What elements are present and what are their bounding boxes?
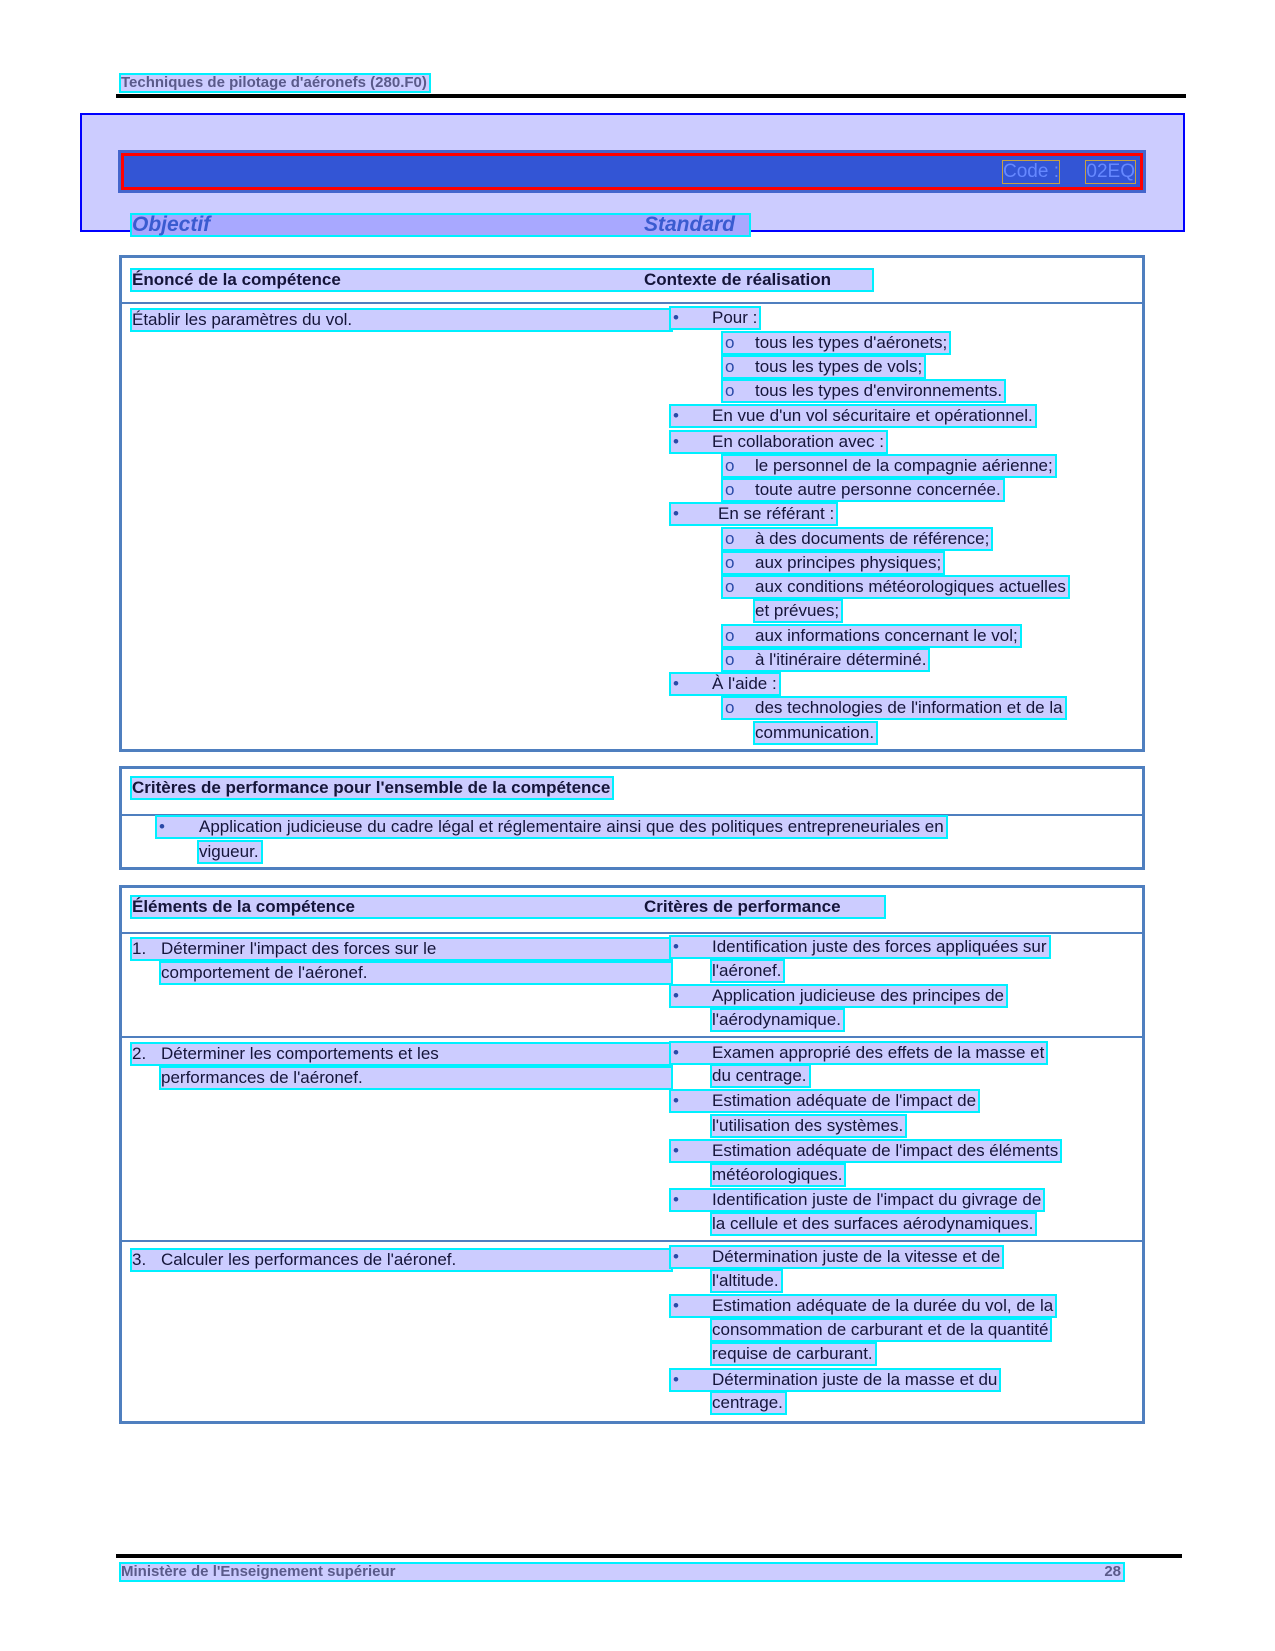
circle-bullet-icon: o: [725, 626, 735, 645]
bullet-icon: •: [673, 406, 679, 425]
criterion-item: • Estimation adéquate de la durée du vol, de la: [669, 1294, 1057, 1318]
context-subitem: o tous les types de vols;: [721, 355, 926, 379]
table3-header-row: [130, 895, 886, 919]
circle-bullet-icon: o: [725, 577, 735, 596]
element-continuation: comportement de l'aéronef.: [159, 961, 673, 985]
footer-rule: [116, 1554, 1182, 1558]
criterion-continuation: l'altitude.: [710, 1269, 783, 1293]
code-value: 02EQ: [1086, 161, 1135, 182]
criterion-continuation: consommation de carburant et de la quantité: [710, 1318, 1052, 1342]
global-criteria-item: • Application judicieuse du cadre légal et réglementaire ainsi que des politiques entrepreneuriales en: [155, 815, 948, 839]
bullet-icon: •: [673, 308, 679, 327]
context-item: • En vue d'un vol sécuritaire et opérationnel.: [669, 404, 1037, 428]
context-subitem: o aux informations concernant le vol;: [721, 624, 1022, 648]
context-subitem: o à des documents de référence;: [721, 527, 993, 551]
standard-label: Standard: [644, 213, 736, 236]
bullet-icon: •: [673, 1370, 679, 1389]
criterion-item: • Détermination juste de la masse et du: [669, 1368, 1001, 1392]
bullet-icon: •: [673, 1296, 679, 1315]
document-header-title: Techniques de pilotage d'aéronefs (280.F0): [119, 73, 431, 93]
context-subitem: o le personnel de la compagnie aérienne;: [721, 454, 1057, 478]
bullet-icon: •: [673, 1190, 679, 1209]
circle-bullet-icon: o: [725, 456, 735, 475]
enonce-text: Établir les paramètres du vol.: [130, 308, 673, 332]
bullet-icon: •: [673, 432, 679, 451]
context-subitem: o tous les types d'aéronets;: [721, 331, 951, 355]
circle-bullet-icon: o: [725, 357, 735, 376]
context-item: • À l'aide :: [669, 672, 781, 696]
context-item: • En se référant :: [669, 502, 838, 526]
footer-ministry: Ministère de l'Enseignement supérieur: [121, 1563, 396, 1580]
circle-bullet-icon: o: [725, 381, 735, 400]
circle-bullet-icon: o: [725, 650, 735, 669]
bullet-icon: •: [673, 937, 679, 956]
bullet-icon: •: [673, 674, 679, 693]
circle-bullet-icon: o: [725, 698, 735, 717]
element-3: 3. Calculer les performances de l'aéronef.: [130, 1248, 673, 1272]
page-number: 28: [1104, 1563, 1121, 1580]
context-subitem: o tous les types d'environnements.: [721, 379, 1006, 403]
circle-bullet-icon: o: [725, 529, 735, 548]
element-1: 1. Déterminer l'impact des forces sur le: [130, 937, 673, 961]
criterion-item: • Estimation adéquate de l'impact des éléments: [669, 1139, 1062, 1163]
table1-header-row: [130, 268, 874, 292]
context-subitem: o aux principes physiques;: [721, 551, 945, 575]
criteria-header: Critères de performance: [644, 897, 841, 916]
bullet-icon: •: [673, 504, 679, 523]
circle-bullet-icon: o: [725, 333, 735, 352]
code-bar: [118, 150, 1146, 193]
context-continuation: et prévues;: [753, 599, 843, 623]
footer: [119, 1562, 1125, 1582]
criterion-item: • Identification juste des forces appliquées sur: [669, 935, 1051, 959]
element-2: 2. Déterminer les comportements et les: [130, 1042, 673, 1066]
context-subitem: o aux conditions météorologiques actuelles: [721, 575, 1070, 599]
criterion-continuation: l'aéronef.: [710, 959, 785, 983]
criterion-item: • Identification juste de l'impact du givrage de: [669, 1188, 1045, 1212]
bullet-icon: •: [673, 1091, 679, 1110]
context-subitem: o à l'itinéraire déterminé.: [721, 648, 930, 672]
bullet-icon: •: [159, 817, 165, 836]
global-criteria-continuation: vigueur.: [197, 840, 263, 864]
element-continuation: performances de l'aéronef.: [159, 1066, 673, 1090]
objectif-standard-row: [130, 213, 751, 237]
criterion-continuation: la cellule et des surfaces aérodynamiques.: [710, 1212, 1037, 1236]
context-subitem: o toute autre personne concernée.: [721, 478, 1005, 502]
context-continuation: communication.: [753, 721, 878, 745]
bullet-icon: •: [673, 1247, 679, 1266]
bullet-icon: •: [673, 1141, 679, 1160]
code-label: Code :: [1003, 161, 1059, 182]
header-rule: [116, 94, 1186, 98]
criterion-continuation: l'utilisation des systèmes.: [710, 1114, 907, 1138]
criterion-continuation: l'aérodynamique.: [710, 1008, 845, 1032]
criterion-item: • Examen approprié des effets de la masse et: [669, 1041, 1048, 1065]
context-item: • Pour :: [669, 306, 761, 330]
context-item: • En collaboration avec :: [669, 430, 888, 454]
elements-header: Éléments de la compétence: [132, 897, 355, 916]
table-divider: [122, 302, 1142, 304]
enonce-header: Énoncé de la compétence: [132, 270, 341, 289]
criterion-item: • Application judicieuse des principes de: [669, 984, 1008, 1008]
criterion-item: • Estimation adéquate de l'impact de: [669, 1089, 980, 1113]
circle-bullet-icon: o: [725, 553, 735, 572]
criterion-item: • Détermination juste de la vitesse et de: [669, 1245, 1004, 1269]
bullet-icon: •: [673, 1043, 679, 1062]
bullet-icon: •: [673, 986, 679, 1005]
circle-bullet-icon: o: [725, 480, 735, 499]
table-divider: [122, 932, 1142, 934]
row-divider: [122, 1240, 1142, 1242]
criterion-continuation: centrage.: [710, 1391, 787, 1415]
criterion-continuation: météorologiques.: [710, 1163, 846, 1187]
objectif-label: Objectif: [132, 213, 211, 236]
contexte-header: Contexte de réalisation: [644, 270, 832, 289]
criterion-continuation: du centrage.: [710, 1064, 811, 1088]
global-criteria-header: Critères de performance pour l'ensemble de la compétence: [130, 776, 614, 800]
row-divider: [122, 1036, 1142, 1038]
criterion-continuation: requise de carburant.: [710, 1342, 877, 1366]
context-subitem: o des technologies de l'information et de la: [721, 696, 1067, 720]
